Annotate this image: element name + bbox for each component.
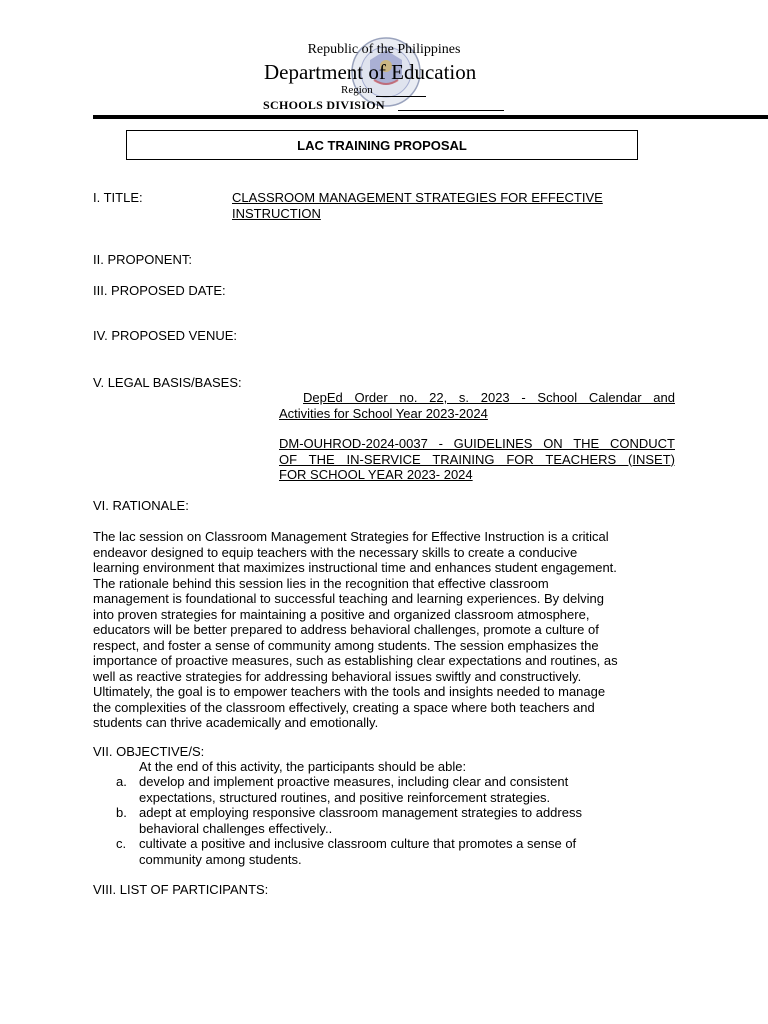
rationale-line: well as reactive strategies for addressing behavioral issues swiftly and constructively. <box>93 668 582 684</box>
header-department: Department of Education <box>264 60 477 84</box>
rationale-line: management is foundational to successful teaching and learning experiences. By delving <box>93 591 604 606</box>
division-blank-line <box>398 110 504 111</box>
rationale-line: the complexities of the classroom effectively, creating a space where both teachers and <box>93 699 595 715</box>
participants-label: VIII. LIST OF PARTICIPANTS: <box>93 882 269 897</box>
objectives-label: VII. OBJECTIVE/S: <box>93 744 205 759</box>
title-value-line: INSTRUCTION <box>232 205 321 221</box>
rationale-line: endeavor designed to equip teachers with the necessary skills to create a conducive <box>93 544 578 560</box>
header-rule <box>93 115 768 119</box>
title-label: I. TITLE: <box>93 190 143 205</box>
rationale-line: into proven strategies for maintaining a positive and organized classroom atmosphere, <box>93 606 590 622</box>
legal-basis-2 <box>279 436 675 483</box>
proposed-venue-label: IV. PROPOSED VENUE: <box>93 328 238 343</box>
document-title-box <box>126 130 638 160</box>
rationale-line: The rationale behind this session lies in the recognition that effective classroom <box>93 575 549 591</box>
rationale-line: educators will be better prepared to address behavioral challenges, promote a culture of <box>93 622 599 637</box>
legal-basis-label: V. LEGAL BASIS/BASES: <box>93 375 242 390</box>
legal-basis-line: DepEd Order no. 22, s. 2023 - School Calendar and <box>303 390 675 405</box>
objective-line: behavioral challenges effectively.. <box>139 820 333 836</box>
legal-basis-1 <box>279 390 675 421</box>
objective-item <box>113 836 673 867</box>
document-title: LAC TRAINING PROPOSAL <box>297 137 467 153</box>
legal-basis-line: Activities for School Year 2023-2024 <box>279 405 488 421</box>
title-value-line: CLASSROOM MANAGEMENT STRATEGIES FOR EFFECTIVE <box>232 190 603 205</box>
objective-item <box>113 774 673 805</box>
rationale-label: VI. RATIONALE: <box>93 498 189 513</box>
legal-basis-line: DM-OUHROD-2024-0037 - GUIDELINES ON THE CONDUCT <box>279 436 675 451</box>
objective-line: develop and implement proactive measures, including clear and consistent <box>139 774 569 789</box>
proposed-date-label: III. PROPOSED DATE: <box>93 283 226 298</box>
header-region: Region <box>341 84 373 96</box>
header-division: SCHOOLS DIVISION <box>263 98 385 112</box>
objective-marker: b. <box>116 805 127 820</box>
objective-line: cultivate a positive and inclusive classroom culture that promotes a sense of <box>139 836 577 851</box>
rationale-line: The lac session on Classroom Management Strategies for Effective Instruction is a critical <box>93 529 609 544</box>
region-blank-line <box>376 96 426 97</box>
legal-basis-line: FOR SCHOOL YEAR 2023- 2024 <box>279 467 473 482</box>
rationale-line: importance of proactive measures, such as establishing clear expectations and routines, as <box>93 653 618 668</box>
objective-item <box>113 805 673 836</box>
proponent-label: II. PROPONENT: <box>93 252 192 267</box>
rationale-paragraph <box>93 529 675 731</box>
objectives-intro: At the end of this activity, the participants should be able: <box>139 759 467 774</box>
rationale-line: students can thrive academically and emotionally. <box>93 715 379 730</box>
objective-marker: a. <box>116 774 127 789</box>
rationale-line: respect, and foster a sense of community among students. The session emphasizes the <box>93 637 599 653</box>
rationale-line: Ultimately, the goal is to empower teachers with the tools and insights needed to manage <box>93 684 606 699</box>
header-republic: Republic of the Philippines <box>307 42 461 57</box>
objective-line: adept at employing responsive classroom management strategies to address <box>139 805 582 820</box>
objective-line: community among students. <box>139 851 302 867</box>
objective-marker: c. <box>116 836 127 851</box>
rationale-line: learning environment that maximizes instructional time and enhances student engagement. <box>93 560 617 575</box>
objective-line: expectations, structured routines, and positive reinforcement strategies. <box>139 789 551 805</box>
objectives-list <box>113 774 673 867</box>
legal-basis-line: OF THE IN-SERVICE TRAINING FOR TEACHERS (INSET) <box>279 451 675 467</box>
title-value <box>232 190 652 221</box>
